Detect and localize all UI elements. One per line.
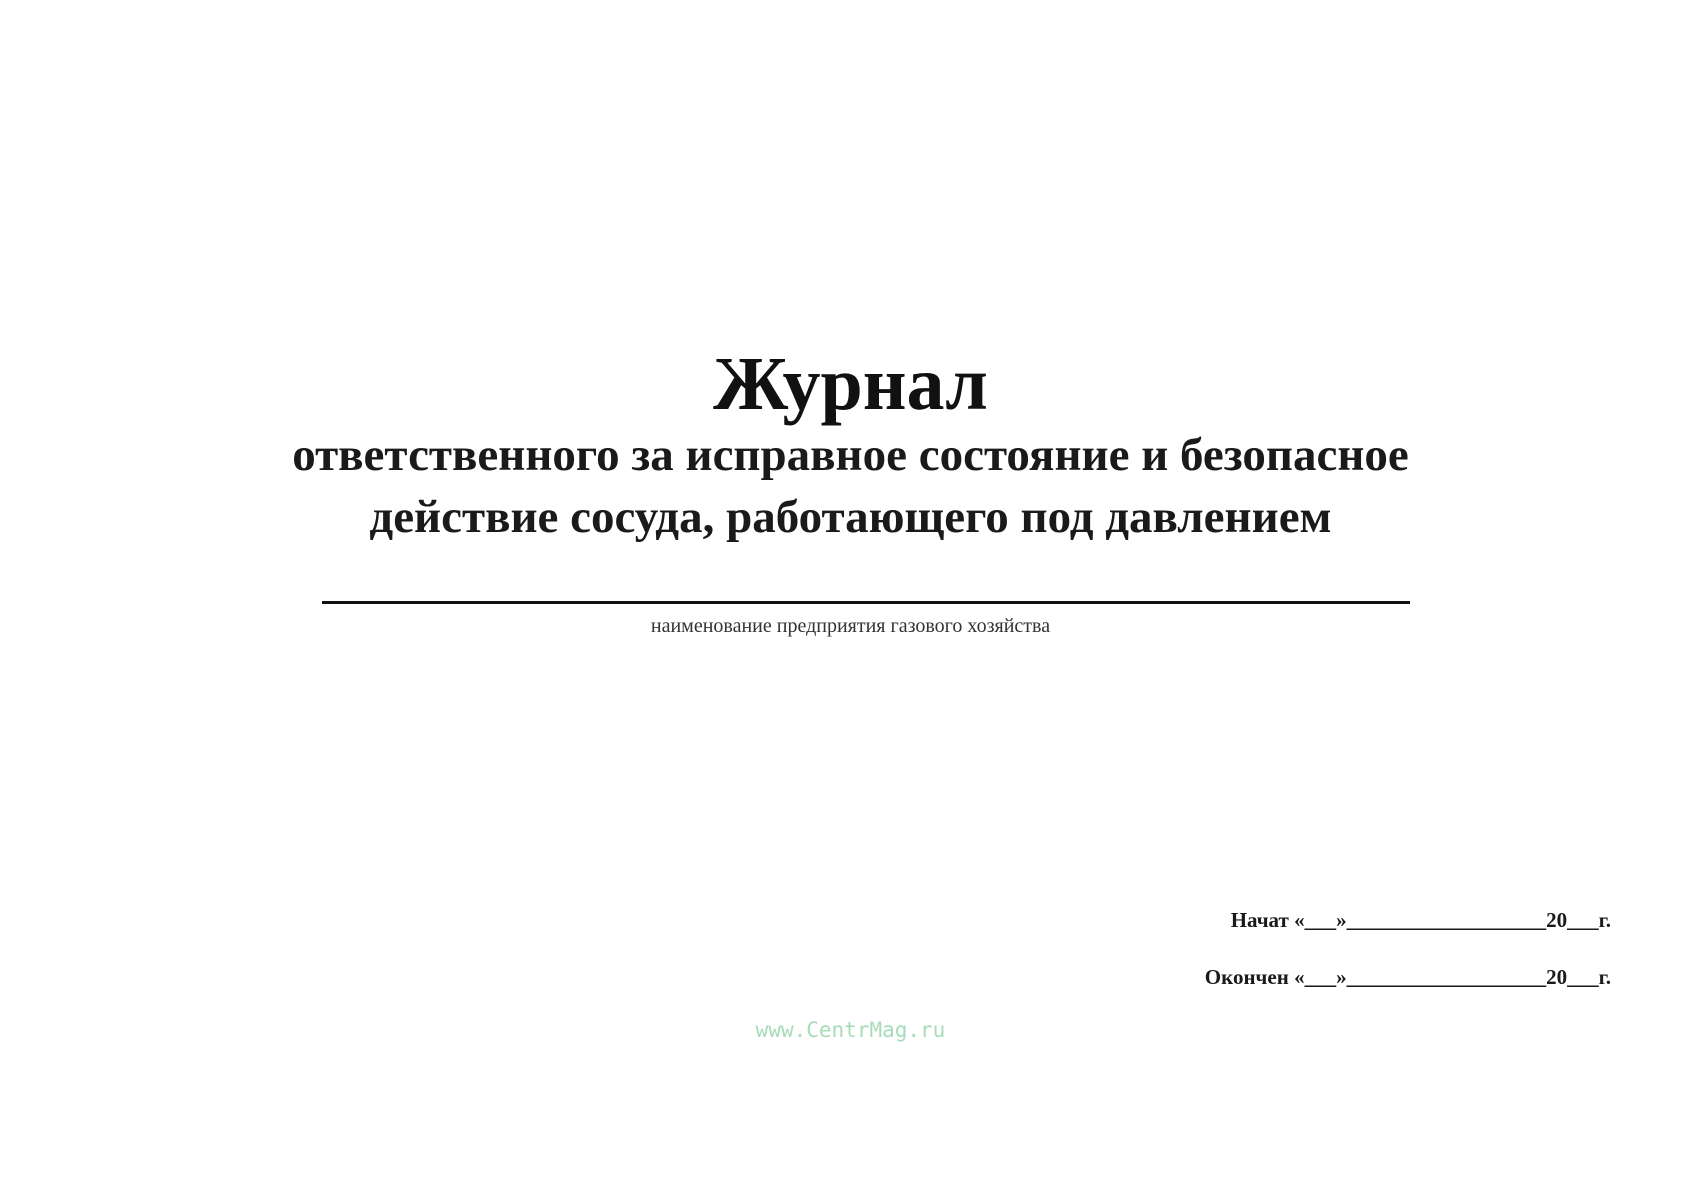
started-date-field: Начат «___»___________________20___г. [1230, 908, 1611, 932]
organization-name-caption: наименование предприятия газового хозяйства [650, 615, 1051, 637]
watermark: www.CentrMag.ru [755, 1018, 946, 1042]
organization-name-line [322, 601, 1410, 604]
document-subtitle [150, 424, 1551, 548]
finished-date-field: Окончен «___»___________________20___г. [1204, 965, 1611, 989]
subtitle-line-2: действие сосуда, работающего под давлением [369, 491, 1332, 543]
subtitle-line-1: ответственного за исправное состояние и безопасное [292, 429, 1409, 481]
document-title: Журнал [713, 342, 988, 426]
